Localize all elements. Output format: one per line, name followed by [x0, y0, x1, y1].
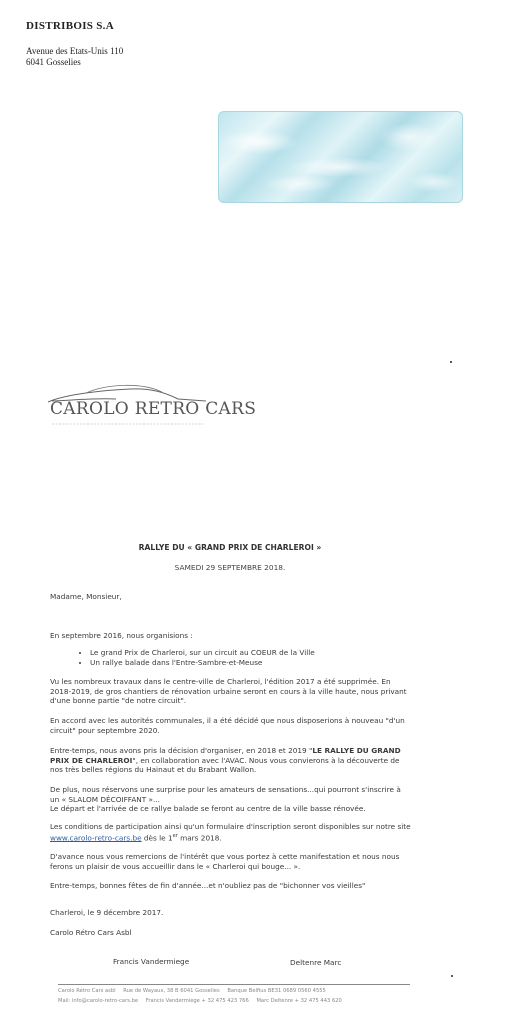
paragraph-conditions: [50, 822, 412, 843]
footer-address: Rue de Wayaux, 38 B 6041 Gosselies: [123, 988, 220, 994]
salutation: Madame, Monsieur,: [50, 592, 122, 601]
rallye-text-after: ", en collaboration avec l'AVAC. Nous vous convierons à la découverte de nos très belles régions du Hainaut et du Brabant Wallon.: [50, 755, 400, 775]
signatory-deltenre: Deltenre Marc: [290, 958, 342, 967]
speck-mark: [450, 361, 452, 363]
rallye-text-before: Entre-temps, nous avons pris la décision d'organiser, en 2018 et 2019 ": [50, 746, 313, 755]
list-item: • Le grand Prix de Charleroi, sur un circuit au COEUR de la Ville: [90, 648, 315, 658]
sender-address: [26, 46, 123, 68]
sender-company: DISTRIBOIS S.A: [26, 20, 114, 32]
ordinal-suffix: er: [172, 832, 178, 839]
sender-block: [26, 20, 123, 68]
footer-mail: Mail: info@carolo-retro-cars.be: [58, 998, 139, 1004]
paragraph-works: Vu les nombreux travaux dans le centre-ville de Charleroi, l'édition 2017 a été supprimée. En 2018-2019, de gros chantiers de rénovation urbaine seront en cours à la ville haute, nous privant d'une bonne partie "de notre circuit".: [50, 677, 407, 706]
logo-text: CAROLO RETRO CARS: [50, 399, 257, 419]
paragraph-thanks: D'avance nous vous remercions de l'intérêt que vous portez à cette manifestation et nous nous ferons un plaisir de vous accueillir dans le « Charleroi qui bouge... ».: [50, 852, 400, 871]
footer-line-2: [58, 998, 410, 1004]
website-link[interactable]: www.carolo-retro-cars.be: [50, 833, 142, 843]
place-date: Charleroi, le 9 décembre 2017.: [50, 908, 164, 917]
envelope-window: [218, 111, 463, 203]
footer-line-1: [58, 988, 410, 994]
intro-paragraph: En septembre 2016, nous organisions :: [50, 631, 193, 640]
conditions-date-end: mars 2018.: [177, 833, 222, 843]
rallye-name: LE RALLYE DU GRAND PRIX DE CHARLEROI: [50, 746, 401, 765]
footer-phone-deltenre: Marc Deltenre + 32 475 443 620: [256, 998, 342, 1004]
paragraph-greetings: Entre-temps, bonnes fêtes de fin d'année...et n'oubliez pas de "bichonner vos vieilles": [50, 881, 366, 890]
paragraph-surprise: [50, 785, 412, 814]
sender-address-line1: Avenue des Etats-Unis 110: [26, 46, 124, 56]
logo: [46, 380, 257, 430]
sender-address-line2: 6041 Gosselies: [26, 57, 81, 67]
footer-bank: Banque Belfius BE31 0689 0560 4555: [227, 988, 326, 994]
footer-divider: [58, 984, 410, 985]
surprise-text: De plus, nous réservons une surprise pour les amateurs de sensations...qui pourront s'inscrire à un « SLALOM DÉCOIFFANT »...: [50, 785, 401, 804]
footer-org: Carolo Rétro Cars asbl: [58, 988, 116, 994]
conditions-date: dès le 1: [141, 833, 173, 843]
depart-text: Le départ et l'arrivée de ce rallye balade se feront au centre de la ville basse rénovée.: [50, 804, 366, 814]
paragraph-rallye: [50, 746, 412, 775]
footer-phone-vandermiege: Francis Vandermiege + 32 475 423 766: [145, 998, 249, 1004]
bullet-list: [78, 648, 315, 668]
paragraph-agreement: En accord avec les autorités communales, il a été décidé que nous disposerions à nouveau "d'un circuit" pour septembre 2020.: [50, 716, 405, 735]
signatory-vandermiege: Francis Vandermiege: [113, 957, 190, 966]
list-item: • Un rallye balade dans l'Entre-Sambre-et-Meuse: [90, 658, 315, 668]
speck-mark: [451, 975, 453, 977]
organization: Carolo Rétro Cars Asbl: [50, 928, 132, 937]
letter-date-line: SAMEDI 29 SEPTEMBRE 2018.: [174, 563, 286, 572]
conditions-text: Les conditions de participation ainsi qu'un formulaire d'inscription seront disponibles sur notre site: [50, 822, 411, 831]
letter-title: RALLYE DU « GRAND PRIX DE CHARLEROI »: [138, 543, 322, 552]
